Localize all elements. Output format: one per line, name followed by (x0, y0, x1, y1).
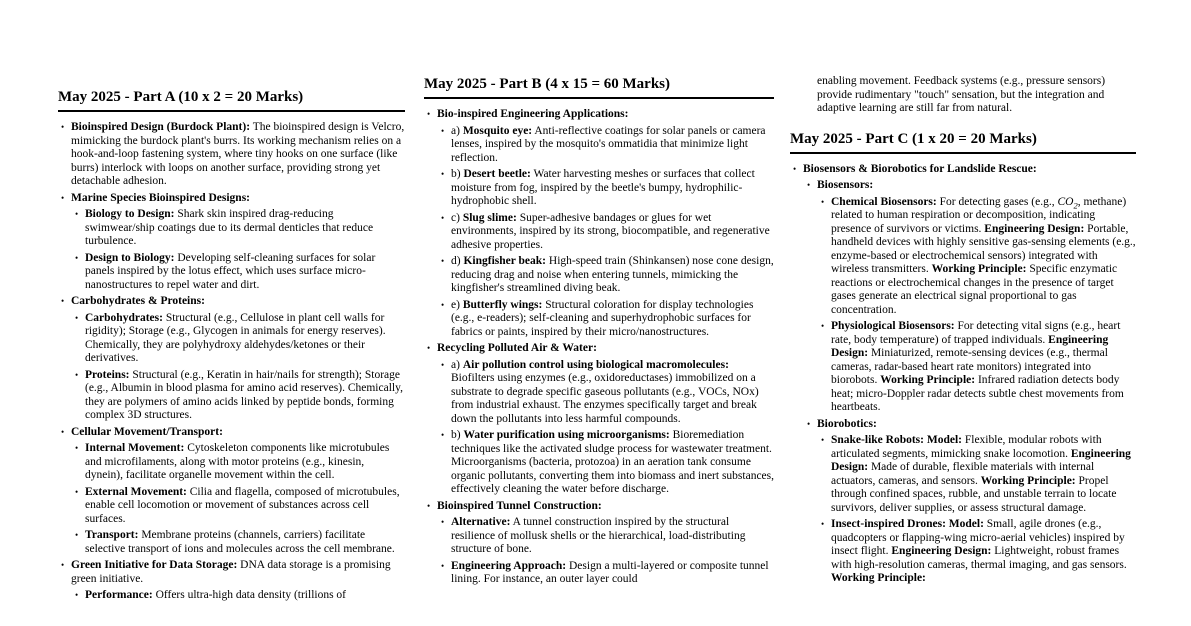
bullet-icon: • (441, 430, 445, 440)
text-run: Small, agile drones (e.g., quadcopters or flapping-wing micro-aerial vehicles) inspired by insect flight. (831, 518, 1125, 557)
list-item (58, 312, 405, 366)
bullet-icon: • (427, 500, 431, 511)
text-run: Structural coloration for display technologies (e.g., e-readers); self-cleaning and superhydrophobic surfaces for fabrics or paints, inspired by their micro/nanostructures. (451, 298, 754, 338)
text-run: Internal Movement: (85, 442, 185, 454)
bullet-icon: • (441, 517, 445, 527)
text-run: Proteins: (85, 368, 130, 381)
bullet-icon: • (75, 443, 79, 453)
text-run: Engineering Approach: (451, 559, 567, 572)
text-run: Green Initiative for Data Storage: (71, 559, 238, 571)
text-run: Snake-like Robots: Model: (831, 434, 962, 446)
text-run: Bioinspired Design (Burdock Plant): (71, 121, 251, 133)
list-item (424, 299, 774, 340)
text-run: e) (451, 298, 463, 311)
bullet-icon: • (61, 192, 65, 203)
text-run: Flexible, modular robots with articulated segments, mimicking snake locomotion. (831, 434, 1102, 460)
list-item (58, 208, 405, 249)
text-run: Cellular Movement/Transport: (71, 425, 223, 438)
list-item (58, 192, 405, 206)
list-item (424, 212, 774, 253)
bullet-icon: • (75, 486, 79, 497)
text-run: Performance: (85, 589, 153, 601)
bullet-icon: • (441, 256, 445, 266)
list-item (790, 179, 1136, 193)
text-run: Infrared radiation detects body heat; micro-Doppler radar detects subtle chest movements from heartbeats. (831, 374, 1124, 413)
bullet-icon: • (441, 299, 445, 310)
bullet-icon: • (427, 343, 431, 353)
text-run: Biorobotics: (817, 417, 877, 430)
text-run: a) (451, 358, 463, 371)
text-run: d) (451, 255, 464, 267)
text-run: Chemical Biosensors: (831, 195, 937, 208)
text-run: Working Principle: (980, 474, 1076, 487)
text-run: Membrane proteins (channels, carriers) facilitate selective transport of ions and molecules across the cell membrane. (85, 529, 395, 555)
text-run: A tunnel construction inspired by the structural resilience of mollusk shells or the hierarchical, load-distributing structure of bone. (451, 516, 746, 555)
list-item (424, 342, 774, 356)
text-run: Structural (e.g., Cellulose in plant cell walls for rigidity); Storage (e.g., Glycogen in animals for energy reserves). Chemically, they are polyhydroxy aldehydes/ketones or their derivatives. (85, 311, 386, 364)
text-run: High-speed train (Shinkansen) nose cone design, reducing drag and noise when entering tunnels, mimicking the kingfisher's streamlined diving beak. (451, 255, 774, 294)
text-run: Biosensors & Biorobotics for Landslide Rescue: (803, 162, 1037, 175)
bullet-icon: • (441, 560, 445, 571)
list-item (790, 418, 1136, 432)
list-item (424, 359, 774, 427)
list-item (58, 589, 405, 603)
text-run: Engineering Design: (891, 545, 992, 557)
text-run: b) (451, 168, 464, 180)
text-run: Physiological Biosensors: (831, 320, 955, 332)
text-run: 2 (1073, 199, 1078, 210)
bullet-icon: • (441, 212, 445, 223)
list-item (58, 121, 405, 189)
list-item (58, 529, 405, 556)
text-run: Working Principle: (831, 572, 926, 584)
text-run: b) (451, 429, 464, 441)
list-item (58, 295, 405, 309)
bullet-icon: • (61, 560, 65, 570)
list-item (790, 518, 1136, 586)
bullet-icon: • (793, 163, 797, 174)
list-item (424, 255, 774, 296)
text-run: CO (1057, 195, 1074, 208)
list-item (790, 196, 1136, 318)
text-run: Carbohydrates & Proteins: (71, 295, 205, 307)
text-run: Kingfisher beak: (463, 255, 547, 267)
list-item (58, 252, 405, 293)
column-part-a (58, 88, 405, 603)
text-run: For detecting gases (e.g., (936, 195, 1058, 208)
text-run: enabling movement. Feedback systems (e.g., pressure sensors) provide rudimentary "touch" sensation, but the integration and adaptive learning are still far from natural. (817, 75, 1106, 114)
text-run: Design to Biology: (85, 251, 175, 264)
text-run: Insect-inspired Drones: Model: (831, 518, 984, 530)
list-item (424, 500, 774, 514)
text-run: Made of durable, flexible materials with internal actuators, cameras, and sensors. (831, 461, 1095, 487)
text-run: Anti-reflective coatings for solar panels or camera lenses, inspired by the mosquito's ommatidia that minimize light reflection. (451, 124, 766, 164)
text-run: Desert beetle: (463, 168, 531, 180)
column-part-c (790, 75, 1136, 586)
list-item (58, 442, 405, 483)
text-run: Working Principle: (880, 374, 976, 386)
bullet-icon: • (75, 369, 79, 380)
text-run: Water purification using microorganisms: (463, 429, 670, 441)
text-run: c) (451, 211, 463, 224)
bullet-icon: • (61, 122, 65, 132)
text-run: Engineering Design: (831, 333, 1109, 359)
list-item (424, 560, 774, 587)
text-run: Lightweight, robust frames with high-resolution cameras, thermal imaging, and gas sensors. (831, 545, 1127, 571)
bullet-icon: • (75, 530, 79, 540)
bullet-icon: • (807, 180, 811, 190)
bullet-icon: • (441, 359, 445, 370)
bullet-icon: • (75, 312, 79, 323)
list-item (58, 369, 405, 423)
text-run: Shark skin inspired drag-reducing swimwear/ship coatings due to its dermal denticles that reduce turbulence. (85, 208, 374, 247)
text-run: Design a multi-layered or composite tunnel lining. For instance, an outer layer could (451, 559, 769, 585)
bullet-icon: • (821, 196, 825, 207)
list-item (424, 108, 774, 122)
text-run: DNA data storage is a promising green initiative. (71, 559, 391, 585)
section-heading: May 2025 - Part B (4 x 15 = 60 Marks) (424, 75, 774, 99)
text-run: Biofilters using enzymes (e.g., oxidoreductases) immobilized on a substrate to degrade specific gaseous pollutants (e.g., VOCs, NOx) from industrial exhaust. The enzymes specifically target and break down the pollutants into less harmful compounds. (451, 372, 759, 425)
text-run: Carbohydrates: (85, 311, 163, 324)
list-item (424, 168, 774, 209)
list-item (424, 516, 774, 557)
bullet-icon: • (75, 209, 79, 219)
text-run: Marine Species Bioinspired Designs: (71, 191, 251, 204)
text-run: Offers ultra-high data density (trillions of (152, 589, 347, 601)
list-item (424, 429, 774, 497)
text-run: Bio-inspired Engineering Applications: (437, 108, 629, 120)
text-run: Bioremediation techniques like the activated sludge process for wastewater treatment. Microorganisms (bacteria, protozoa) in an aeration tank consume organic pollutants, converting them into biomass and inert substances, effectively cleaning the water before discharge. (451, 429, 775, 495)
text-run: For detecting vital signs (e.g., heart rate, body temperature) of trapped individuals. (831, 320, 1121, 346)
bullet-icon: • (427, 109, 431, 119)
text-run: Structural (e.g., Keratin in hair/nails for strength); Storage (e.g., Albumin in blood plasma for amino acid reserves). Chemically, they are polymers of amino acids linked by peptide bonds, forming complex 3D structures. (85, 368, 403, 421)
text-run: Cytoskeleton components like microtubules and microfilaments, along with motor proteins (e.g., kinesin, dynein), facilitate organelle movement within the cell. (85, 442, 390, 481)
column-part-b (424, 75, 774, 587)
bullet-icon: • (807, 418, 811, 429)
bullet-icon: • (441, 169, 445, 179)
text-run: Transport: (85, 529, 139, 541)
section-heading: May 2025 - Part C (1 x 20 = 20 Marks) (790, 130, 1136, 154)
bullet-icon: • (75, 590, 79, 600)
text-run: Slug slime: (462, 211, 517, 224)
list-item (790, 320, 1136, 415)
bullet-icon: • (821, 435, 825, 445)
text-run: Water harvesting meshes or surfaces that collect moisture from fog, inspired by the beetle's bumpy, hydrophilic-hydrophobic shell. (451, 168, 755, 207)
list-item (58, 426, 405, 440)
bullet-icon: • (75, 252, 79, 263)
text-run: Portable, handheld devices with highly sensitive gas-sensing elements (e.g., enzyme-based or electrochemical sensors) integrated with wireless transmitters. (831, 222, 1136, 275)
bullet-icon: • (441, 125, 445, 136)
text-run: External Movement: (85, 485, 187, 498)
text-run: The bioinspired design is Velcro, mimicking the burdock plant's burrs. Its working mechanism relies on a hook-and-loop fastening system, where tiny hooks on one surface (like burrs) interlock with loops on another surface, providing strong yet detachable adhesion. (71, 121, 405, 187)
text-run: Specific enzymatic reactions or electrochemical changes in the presence of target gases generate an electrical signal proportional to gas concentration. (831, 263, 1118, 316)
text-run: Biosensors: (817, 179, 874, 191)
text-run: Butterfly wings: (462, 298, 543, 311)
text-run: Bioinspired Tunnel Construction: (437, 499, 602, 512)
section-heading: May 2025 - Part A (10 x 2 = 20 Marks) (58, 88, 405, 112)
text-run: Air pollution control using biological macromolecules: (462, 358, 729, 371)
text-run: Miniaturized, remote-sensing devices (e.g., thermal cameras, radar-based heart rate monitors) integrated into biorobots. (831, 347, 1108, 386)
text-run: Super-adhesive bandages or glues for wet environments, inspired by its strong, biocompatible, and regenerative adhesive properties. (451, 211, 770, 251)
bullet-icon: • (61, 426, 65, 437)
text-run: Engineering Design: (831, 447, 1131, 473)
bullet-icon: • (821, 519, 825, 529)
text-run: Cilia and flagella, composed of microtubules, enable cell locomotion or movement of substances across cell surfaces. (85, 485, 400, 525)
list-item (58, 559, 405, 586)
list-item (58, 486, 405, 527)
text-run: Biology to Design: (85, 208, 175, 220)
text-run: Alternative: (451, 516, 511, 528)
bullet-icon: • (61, 296, 65, 306)
list-item (424, 125, 774, 166)
text-run: Developing self-cleaning surfaces for solar panels inspired by the lotus effect, which uses surface micro-nanostructures to repel water and dirt. (85, 251, 376, 291)
text-run: a) (451, 124, 463, 137)
text-run: Mosquito eye: (462, 124, 533, 137)
text-run: , methane) related to human respiration or decomposition, indicating presence of survivors or victims. (831, 195, 1127, 235)
bullet-icon: • (821, 321, 825, 331)
list-item (790, 434, 1136, 515)
continuation-paragraph (817, 75, 1136, 116)
text-run: Propel through confined spaces, rubble, and unstable terrain to locate survivors, deliver supplies, or assess structural damage. (831, 474, 1117, 514)
text-run: Recycling Polluted Air & Water: (437, 342, 597, 354)
list-item (790, 163, 1136, 177)
text-run: Engineering Design: (984, 222, 1085, 235)
text-run: Working Principle: (931, 263, 1027, 275)
